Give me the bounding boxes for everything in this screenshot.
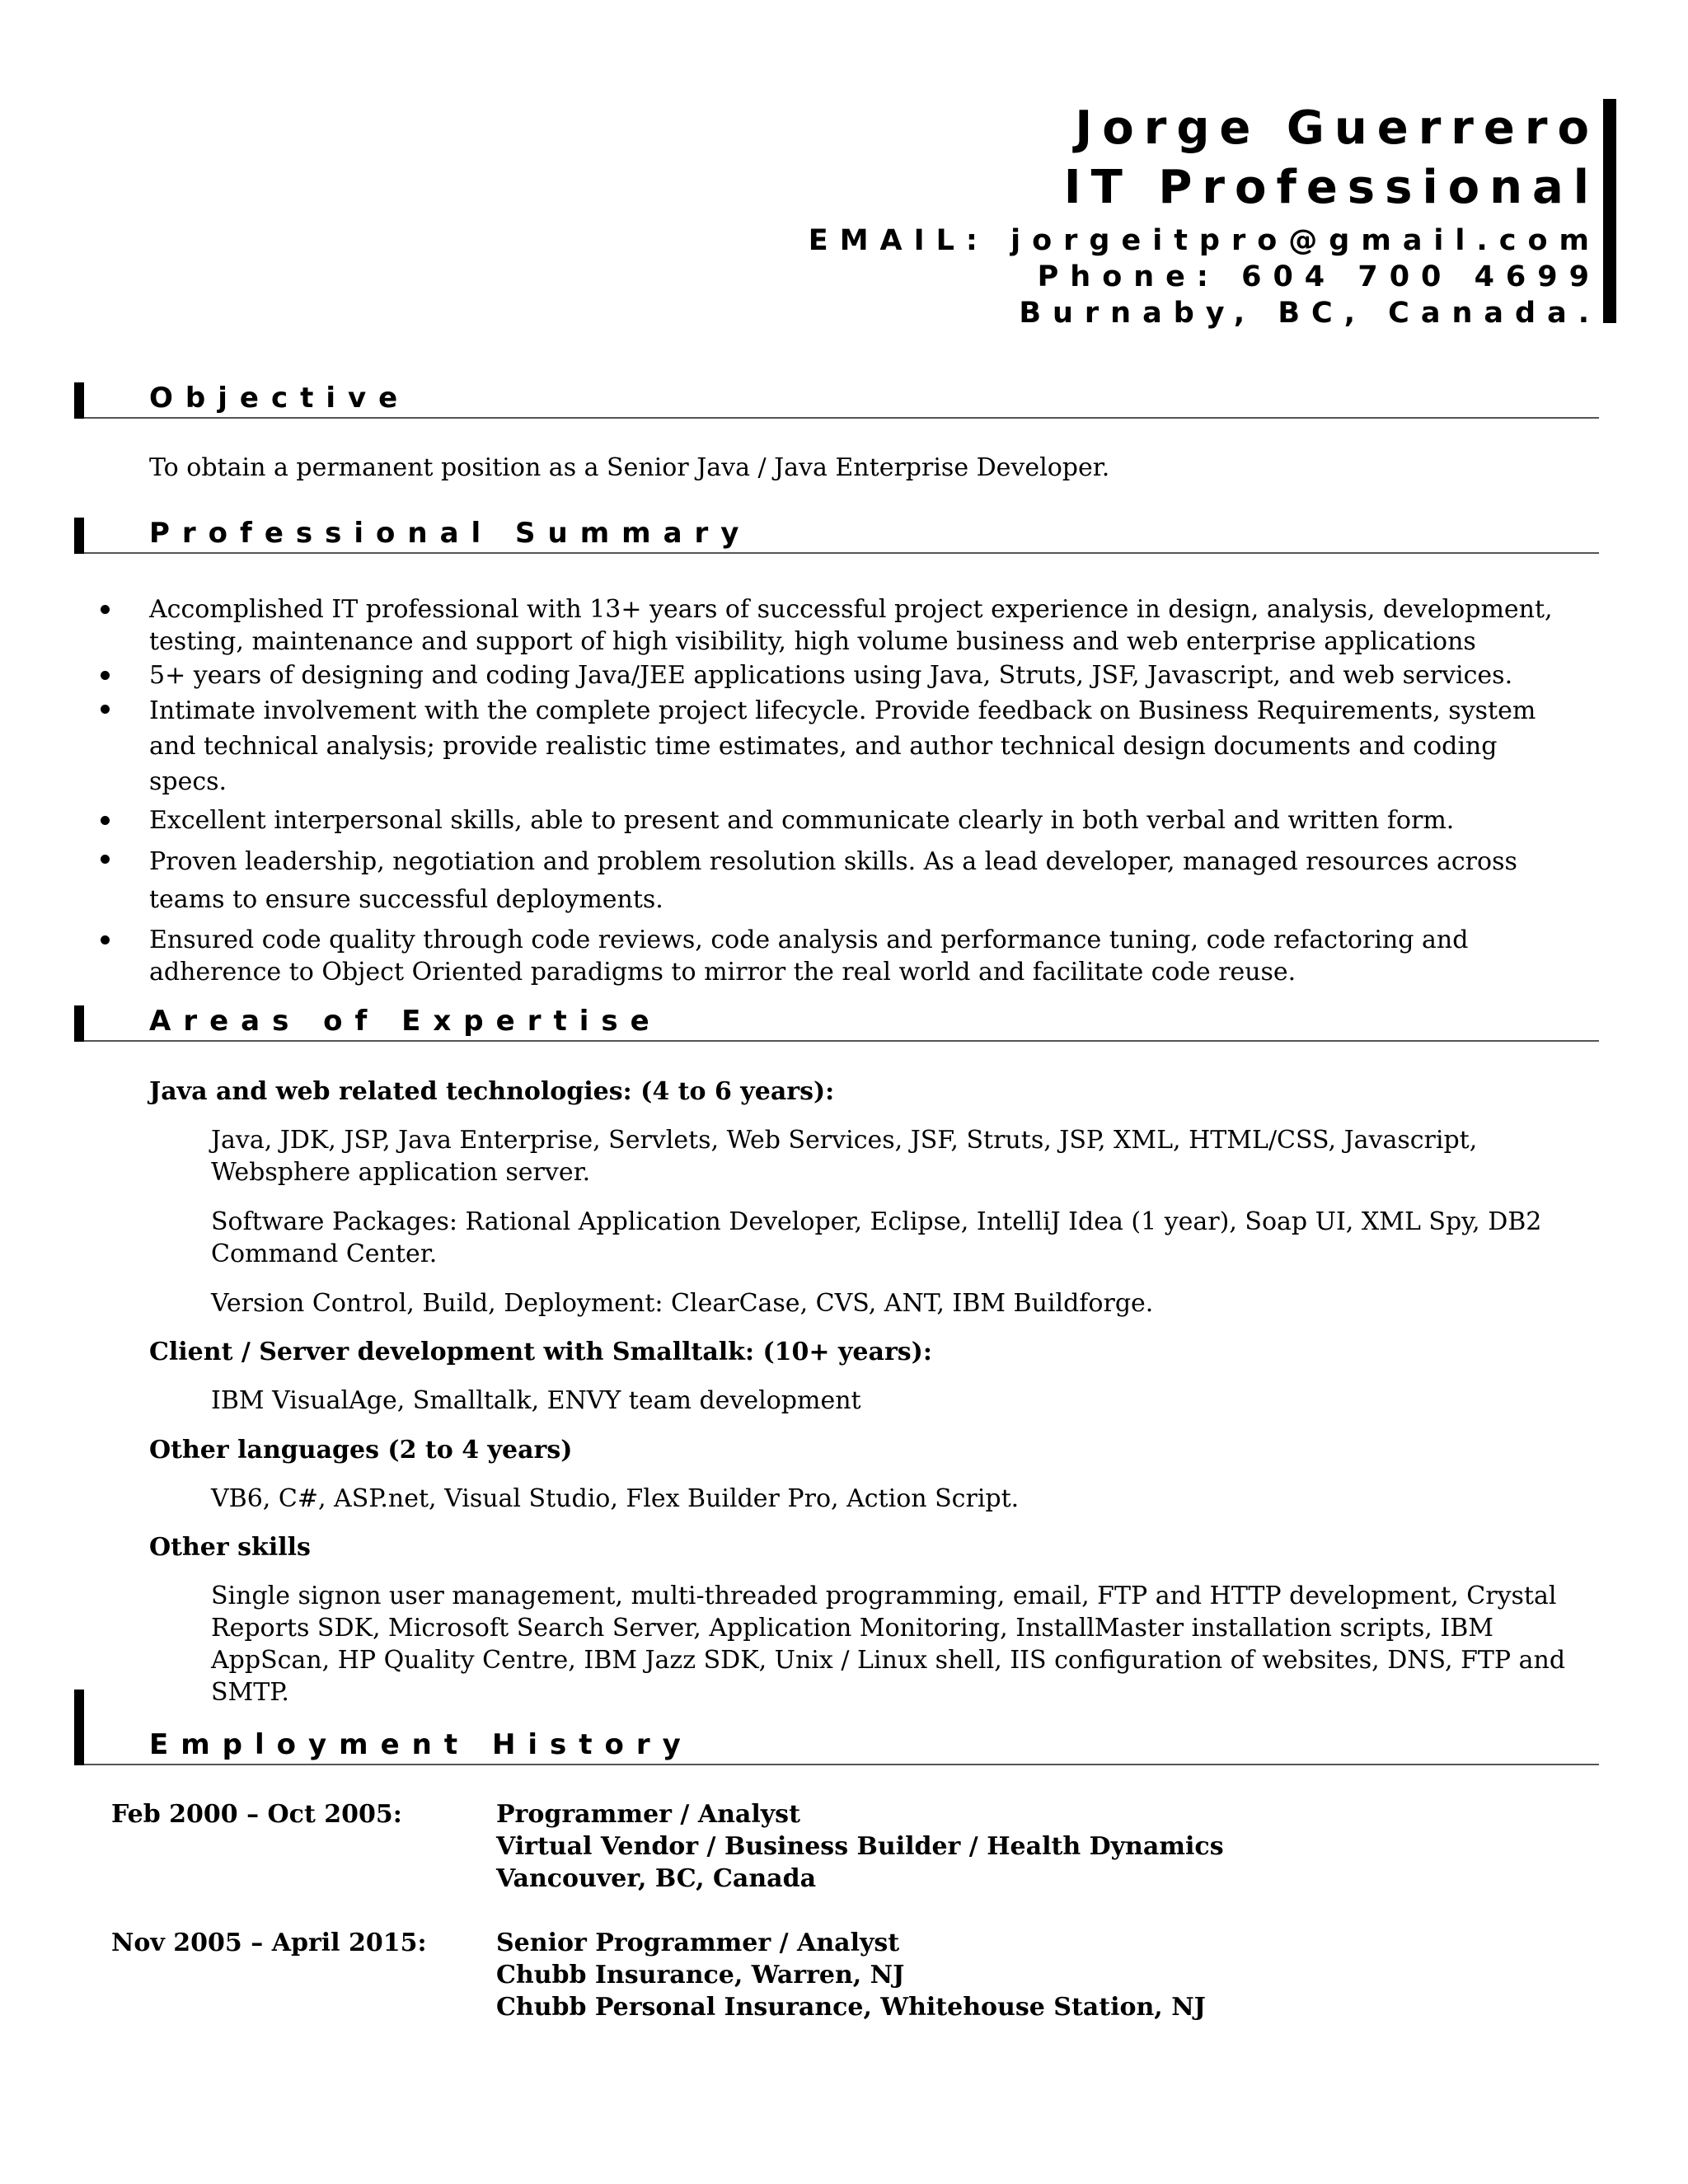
list-item: Accomplished IT professional with 13+ years of successful project experience in design, analysis, development, testing, maintenance and support of high visibility, high volume business and web enterprise applications	[0, 593, 1607, 658]
section-summary-heading	[74, 517, 1599, 554]
section-employment-heading	[74, 1728, 1599, 1765]
expertise-item: IBM VisualAge, Smalltalk, ENVY team development	[211, 1386, 861, 1415]
bullet-icon	[101, 855, 110, 864]
expertise-item: VB6, C#, ASP.net, Visual Studio, Flex Builder Pro, Action Script.	[211, 1484, 1020, 1513]
job-location: Vancouver, BC, Canada	[496, 1864, 817, 1893]
expertise-item: Version Control, Build, Deployment: ClearCase, CVS, ANT, IBM Buildforge.	[211, 1289, 1154, 1318]
expertise-category-title: Client / Server development with Smalltalk: (10+ years):	[149, 1338, 932, 1366]
section-accent-bar	[74, 382, 84, 419]
list-item: 5+ years of designing and coding Java/JEE applications using Java, Struts, JSF, Javascript, and web services.	[0, 659, 1607, 691]
bullet-icon	[101, 935, 110, 944]
candidate-name: Jorge Guerrero	[1075, 101, 1599, 155]
list-item: Proven leadership, negotiation and problem resolution skills. As a lead developer, managed resources across teams to ensure successful deployments.	[0, 843, 1607, 919]
job-company: Chubb Insurance, Warren, NJ	[496, 1961, 905, 1990]
resume-header	[808, 99, 1601, 331]
section-title: Objective	[149, 382, 410, 415]
list-item: Excellent interpersonal skills, able to present and communicate clearly in both verbal and written form.	[0, 804, 1607, 837]
section-objective-heading	[74, 382, 1599, 419]
section-title: Professional Summary	[149, 517, 752, 550]
contact-location: Burnaby, BC, Canada.	[1019, 297, 1601, 330]
expertise-category-title: Other languages (2 to 4 years)	[149, 1436, 573, 1465]
objective-text: To obtain a permanent position as a Senior Java / Java Enterprise Developer.	[149, 453, 1110, 482]
section-accent-bar	[74, 1005, 84, 1042]
contact-email: EMAIL: jorgeitpro@gmail.com	[808, 224, 1601, 257]
job-title: Senior Programmer / Analyst	[496, 1929, 900, 1957]
section-accent-bar	[74, 1690, 84, 1765]
contact-phone: Phone: 604 700 4699	[1037, 260, 1601, 293]
expertise-item: Single signon user management, multi-threaded programming, email, FTP and HTTP development, Crystal Reports SDK, Microsoft Search Server, Application Monitoring, InstallMaster installation scripts, IBM AppScan, HP Quality Centre, IBM Jazz SDK, Unix / Linux shell, IIS configuration of websites, DNS, FTP and SMTP.	[211, 1582, 1566, 1707]
list-item: Ensured code quality through code reviews, code analysis and performance tuning, code refactoring and adherence to Object Oriented paradigms to mirror the real world and facilitate code reuse.	[0, 924, 1607, 988]
section-expertise-heading	[74, 1005, 1599, 1042]
job-company: Virtual Vendor / Business Builder / Health Dynamics	[496, 1832, 1224, 1861]
expertise-item: Java, JDK, JSP, Java Enterprise, Servlets, Web Services, JSF, Struts, JSP, XML, HTML/CSS, Javascript, Websphere application server.	[211, 1126, 1478, 1187]
expertise-item: Software Packages: Rational Application Developer, Eclipse, IntelliJ Idea (1 year), Soap UI, XML Spy, DB2 Command Center.	[211, 1207, 1542, 1268]
summary-list	[0, 593, 1607, 990]
section-accent-bar	[74, 518, 84, 554]
list-item: Intimate involvement with the complete project lifecycle. Provide feedback on Business Requirements, system and technical analysis; provide realistic time estimates, and author technical design documents and coding specs.	[0, 693, 1607, 799]
expertise-category-title: Java and web related technologies: (4 to 6 years):	[149, 1077, 835, 1106]
bullet-icon	[101, 671, 110, 680]
job-dates: Feb 2000 – Oct 2005:	[111, 1800, 402, 1829]
candidate-title: IT Professional	[1063, 161, 1599, 214]
bullet-icon	[101, 816, 110, 825]
expertise-category-title: Other skills	[149, 1533, 311, 1562]
header-accent-bar	[1603, 99, 1616, 323]
section-title: Employment History	[149, 1728, 693, 1761]
bullet-icon	[101, 705, 110, 714]
job-dates: Nov 2005 – April 2015:	[111, 1929, 427, 1957]
section-title: Areas of Expertise	[149, 1005, 662, 1038]
job-location: Chubb Personal Insurance, Whitehouse Station, NJ	[496, 1993, 1206, 2022]
job-title: Programmer / Analyst	[496, 1800, 800, 1829]
bullet-icon	[101, 605, 110, 614]
